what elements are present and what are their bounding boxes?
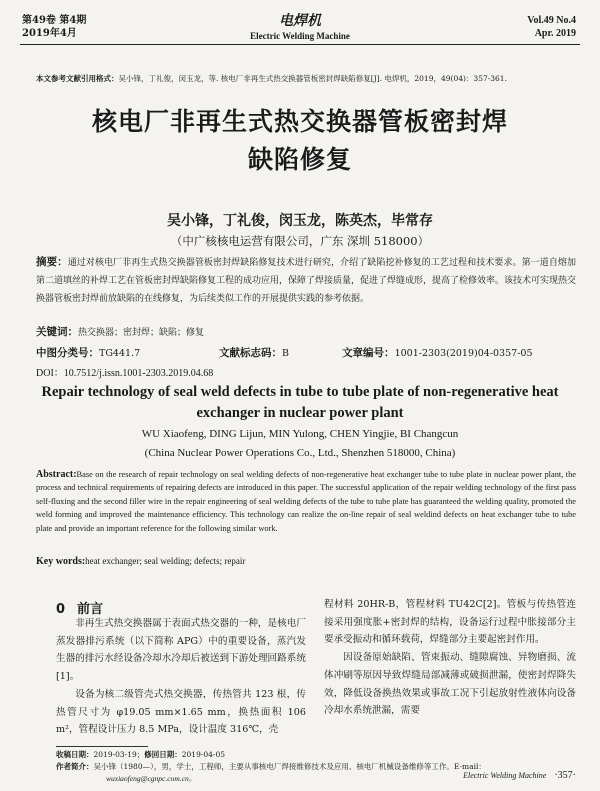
header-rule (20, 44, 580, 45)
abstract-en-label: Abstract: (36, 469, 77, 480)
citation (36, 73, 576, 84)
author-bio-label: 作者简介： (56, 762, 94, 771)
keywords-en (36, 556, 245, 567)
doi: DOI：10.7512/j.issn.1001-2303.2019.04.68 (36, 368, 214, 379)
revised-label: 修回日期： (144, 750, 182, 759)
body-paragraph: 因设备原始缺陷、管束振动、缝隙腐蚀、异物磨损、流体冲刷等原因导致焊缝局部减薄或破损泄漏，使密封焊降失效，降低设备换热效果或事故工况下引起放射性液体向设备冷却水系统泄漏，需要 (324, 652, 576, 717)
authors-cn: 吴小锋，丁礼俊，闵玉龙，陈英杰，毕常存 (167, 213, 433, 229)
journal-logo: 电焊机 (279, 13, 321, 29)
clc-label: 中图分类号： (36, 347, 99, 359)
received-date: 2019-03-19； (93, 750, 145, 759)
footnote-dates (56, 749, 576, 761)
doc-code-label: 文献标志码： (219, 347, 283, 359)
footer-journal: Electric Welding Machine (463, 771, 547, 780)
section-title: 前言 (77, 602, 104, 617)
body-paragraph: 非再生式热交换器属于表面式热交器的一种，是核电厂蒸发器排污系统（以下简称 APG）中的重要设备，蒸汽发生器的排污水经设备冷却水冷却后被送到下游处理回路系统[1]。 (56, 618, 306, 683)
volume-en: Vol.49 No.4 (527, 15, 576, 26)
article-no-label: 文章编号： (342, 347, 395, 359)
doc-code-value: B (282, 348, 290, 359)
affiliation-en: (China Nuclear Power Operations Co., Ltd., Shenzhen 518000, China) (144, 447, 456, 459)
classification (36, 345, 576, 360)
keywords-en-text: heat exchanger; seal welding; defects; repair (85, 556, 246, 566)
title-cn-line-1: 核电厂非再生式热交换器管板密封焊 (91, 107, 508, 136)
page-number: ·357· (554, 770, 576, 781)
header-journal (0, 10, 600, 41)
body-paragraph: 程材料 20HR-B，管程材料 TU42C[2]。管板与传热管连接采用强度胀+密封焊的结构，设备运行过程中胀接部分主要承受振动和循环载荷，焊缝部分主要起密封作用。 (324, 599, 576, 646)
body-column-left (56, 615, 306, 739)
abstract-en (36, 468, 576, 535)
affiliation-cn: （中广核核电运营有限公司，广东 深圳 518000） (170, 234, 430, 248)
citation-text: 吴小锋，丁礼俊，闵玉龙，等. 核电厂非再生式热交换器管板密封焊缺陷修复[J]. 电焊机，2019，49(04)：357-361. (118, 74, 507, 83)
received-label: 收稿日期： (56, 750, 94, 759)
revised-date: 2019-04-05 (181, 750, 225, 759)
citation-label: 本文参考文献引用格式： (36, 74, 119, 83)
body-column-right (324, 596, 576, 720)
keywords-cn-text: 热交换器；密封焊；缺陷；修复 (78, 328, 205, 338)
abstract-cn-label: 摘要： (36, 256, 68, 268)
date-en: Apr. 2019 (534, 28, 576, 39)
abstract-cn-text: 通过对核电厂非再生式热交换器管板密封焊缺陷修复技术进行研究，介绍了缺陷挖补修复的工艺过程和技术要求。第一道自熔加第二道填丝的补焊工艺在管板密封焊缺陷修复工程的成功应用，保障了焊接质量，促进了焊缝成形，提高了检修效率。该技术可实现热交换器管板密封焊前放缺陷的在线修复，为后续类似工作的开展提供实践的参考依据。 (36, 258, 577, 304)
keywords-cn-label: 关键词： (36, 326, 78, 338)
title-en: Repair technology of seal weld defects in tube to tube plate of non-regenerative heat exchanger in nuclear power plant (41, 384, 559, 421)
title-cn-line-2: 缺陷修复 (247, 145, 352, 174)
date-cn: 2019年4月 (22, 28, 77, 39)
volume-cn: 第49卷 第4期 (22, 15, 87, 26)
article-no-value: 1001-2303(2019)04-0357-05 (394, 348, 533, 359)
page-footer (463, 770, 576, 781)
authors-en: WU Xiaofeng, DING Lijun, MIN Yulong, CHEN Yingjie, BI Changcun (141, 428, 459, 440)
header-volume-en (527, 14, 576, 40)
abstract-en-text: Base on the research of repair technology on seal welding defects of non-regenerative heat exchanger tube to tube plate in nuclear power plant, the process and technical requirements of repairing defects are introduced in this paper. The successful application of the repair welding technology of the first pass self-fluxing and the second filler wire in the repair engineering of seal welding defects of the tube to tube plate has guaranteed the welding quality, promoted the weld forming and improved the maintenance efficiency. This technology can realize the on-line repair of seal weldind defects on heat exchanger tube to tube plate and provide an important reference for the following similar work. (36, 470, 576, 533)
keywords-en-label: Key words: (36, 556, 86, 567)
author-bio: 吴小锋（1980—），男，学士，工程师，主要从事核电厂焊接维修技术及应用、核电厂机械设备维修等工作。E-mail： (93, 762, 486, 771)
clc-value: TG441.7 (99, 348, 141, 359)
footnote-rule (56, 746, 148, 747)
body-paragraph: 设备为核二级管壳式热交换器，传热管共 123 根，传热管尺寸为 φ19.05 mm×1.65 mm，换热面积 106 m²，管程设计压力 8.5 MPa，设计温度 316℃，壳 (56, 688, 306, 736)
abstract-cn (36, 253, 576, 308)
section-number: 0 (56, 602, 66, 617)
title-cn (0, 103, 600, 179)
author-email: wuxiaofeng@cgnpc.com.cn。 (106, 774, 197, 783)
keywords-cn (36, 324, 204, 339)
journal-name-en: Electric Welding Machine (250, 31, 350, 41)
